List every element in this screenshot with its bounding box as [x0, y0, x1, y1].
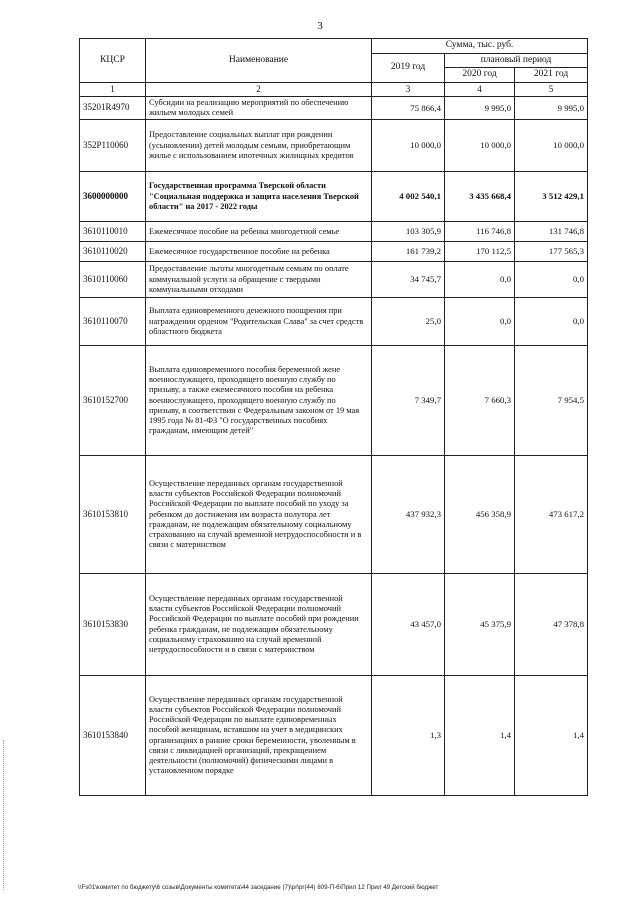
header-year-2020: 2020 год	[445, 68, 515, 83]
value-2019-cell: 4 002 540,1	[372, 172, 445, 222]
table-row	[80, 456, 588, 574]
value-2020-cell: 3 435 668,4	[445, 172, 515, 222]
table-row	[80, 172, 588, 222]
value-2020-cell: 10 000,0	[445, 120, 515, 172]
kcsr-code-cell: 3610153830	[80, 574, 146, 676]
value-2019-cell: 10 000,0	[372, 120, 445, 172]
table-row	[80, 120, 588, 172]
value-2021-cell: 7 954,5	[515, 346, 588, 456]
column-number: 1	[80, 82, 146, 96]
header-year-2021: 2021 год	[515, 68, 588, 83]
name-cell: Осуществление переданных органам государственной власти субъектов Российской Федерации полномочий Российской Федерации по выплате пособий по уходу за ребенком до достижения им возраста полутора лет гражданам, не подлежащим обязательному социальному страхованию на случай временной нетрудоспособности и в связи с материнством	[146, 456, 372, 574]
header-code: КЦСР	[80, 39, 146, 83]
value-2020-cell: 45 375,9	[445, 574, 515, 676]
value-2020-cell: 116 746,8	[445, 222, 515, 242]
kcsr-code-cell: 3610153810	[80, 456, 146, 574]
kcsr-code-cell: 35201R4970	[80, 96, 146, 120]
column-number: 4	[445, 82, 515, 96]
table-row	[80, 574, 588, 676]
kcsr-code-cell: 352P110060	[80, 120, 146, 172]
header-name: Наименование	[146, 39, 372, 83]
value-2019-cell: 43 457,0	[372, 574, 445, 676]
value-2021-cell: 1,4	[515, 676, 588, 796]
name-cell: Предоставление социальных выплат при рождении (усыновлении) детей молодым семьям, приобретающим жилье с использованием ипотечных жилищных кредитов	[146, 120, 372, 172]
name-cell: Предоставление льготы многодетным семьям по оплате коммунальной услуги за обращение с твердыми коммунальными отходами	[146, 262, 372, 298]
value-2021-cell: 177 565,3	[515, 242, 588, 262]
margin-scan-marks	[3, 740, 6, 890]
value-2019-cell: 161 739,2	[372, 242, 445, 262]
value-2020-cell: 7 660,3	[445, 346, 515, 456]
kcsr-code-cell: 3610110010	[80, 222, 146, 242]
value-2020-cell: 456 358,9	[445, 456, 515, 574]
name-cell: Осуществление переданных органам государственной власти субъектов Российской Федерации полномочий Российской Федерации по выплате единовременных пособий женщинам, вставшим на учет в медицинских организациях в ранние сроки беременности, уволенным в связи с ликвидацией организаций, прекращением деятельности (полномочий) физическими лицами в установленном порядке	[146, 676, 372, 796]
table-row	[80, 346, 588, 456]
value-2019-cell: 75 866,4	[372, 96, 445, 120]
table-row	[80, 262, 588, 298]
table-row	[80, 676, 588, 796]
table-row	[80, 298, 588, 346]
name-cell: Ежемесячное пособие на ребенка многодетной семье	[146, 222, 372, 242]
name-cell: Выплата единовременного денежного поощрения при награждении орденом "Родительская Слава" за счет средств областного бюджета	[146, 298, 372, 346]
value-2021-cell: 0,0	[515, 262, 588, 298]
kcsr-code-cell: 3610110020	[80, 242, 146, 262]
header-planned-period: плановый период	[445, 53, 588, 68]
kcsr-code-cell: 3610153840	[80, 676, 146, 796]
value-2020-cell: 0,0	[445, 298, 515, 346]
value-2021-cell: 3 512 429,1	[515, 172, 588, 222]
value-2021-cell: 131 746,8	[515, 222, 588, 242]
column-number: 5	[515, 82, 588, 96]
page-number: 3	[317, 20, 323, 32]
header-sum: Сумма, тыс. руб.	[372, 39, 588, 54]
column-number: 2	[146, 82, 372, 96]
kcsr-code-cell: 3600000000	[80, 172, 146, 222]
value-2019-cell: 7 349,7	[372, 346, 445, 456]
value-2019-cell: 437 932,3	[372, 456, 445, 574]
table-body	[80, 96, 588, 796]
value-2019-cell: 34 745,7	[372, 262, 445, 298]
value-2021-cell: 9 995,0	[515, 96, 588, 120]
name-cell: Выплата единовременного пособия беременной жене военнослужащего, проходящего военную службу по призыву, а также ежемесячного пособия на ребенка военнослужащего, проходящего военную службу по призыву, в соответствии с Федеральным законом от 19 мая 1995 года № 81-ФЗ "О государственных пособиях гражданам, имеющим детей"	[146, 346, 372, 456]
value-2019-cell: 103 305,9	[372, 222, 445, 242]
name-cell: Осуществление переданных органам государственной власти субъектов Российской Федерации полномочий Российской Федерации по выплате пособий при рождении ребенка гражданам, не подлежащим обязательному социальному страхованию на случай временной нетрудоспособности и в связи с материнством	[146, 574, 372, 676]
value-2019-cell: 25,0	[372, 298, 445, 346]
budget-table	[79, 38, 588, 796]
table-row	[80, 96, 588, 120]
value-2021-cell: 47 378,8	[515, 574, 588, 676]
value-2021-cell: 10 000,0	[515, 120, 588, 172]
name-cell: Ежемесячное государственное пособие на ребенка	[146, 242, 372, 262]
kcsr-code-cell: 3610110070	[80, 298, 146, 346]
value-2021-cell: 0,0	[515, 298, 588, 346]
value-2020-cell: 1,4	[445, 676, 515, 796]
file-path-footer: \\Fs01\комитет по бюджету\6 созыв\Документы комитета\44 заседание (7)\pr\pr(44) 809-П-6\Прил 12 Прил 49 Детский бюджет	[78, 884, 439, 891]
value-2021-cell: 473 617,2	[515, 456, 588, 574]
table-row	[80, 222, 588, 242]
name-cell: Государственная программа Тверской области "Социальная поддержка и защита населения Тверской области" на 2017 - 2022 годы	[146, 172, 372, 222]
value-2020-cell: 9 995,0	[445, 96, 515, 120]
kcsr-code-cell: 3610152700	[80, 346, 146, 456]
column-number: 3	[372, 82, 445, 96]
kcsr-code-cell: 3610110060	[80, 262, 146, 298]
value-2019-cell: 1,3	[372, 676, 445, 796]
value-2020-cell: 0,0	[445, 262, 515, 298]
value-2020-cell: 170 112,5	[445, 242, 515, 262]
header-year-2019: 2019 год	[372, 53, 445, 82]
table-row	[80, 242, 588, 262]
name-cell: Субсидии на реализацию мероприятий по обеспечению жильем молодых семей	[146, 96, 372, 120]
